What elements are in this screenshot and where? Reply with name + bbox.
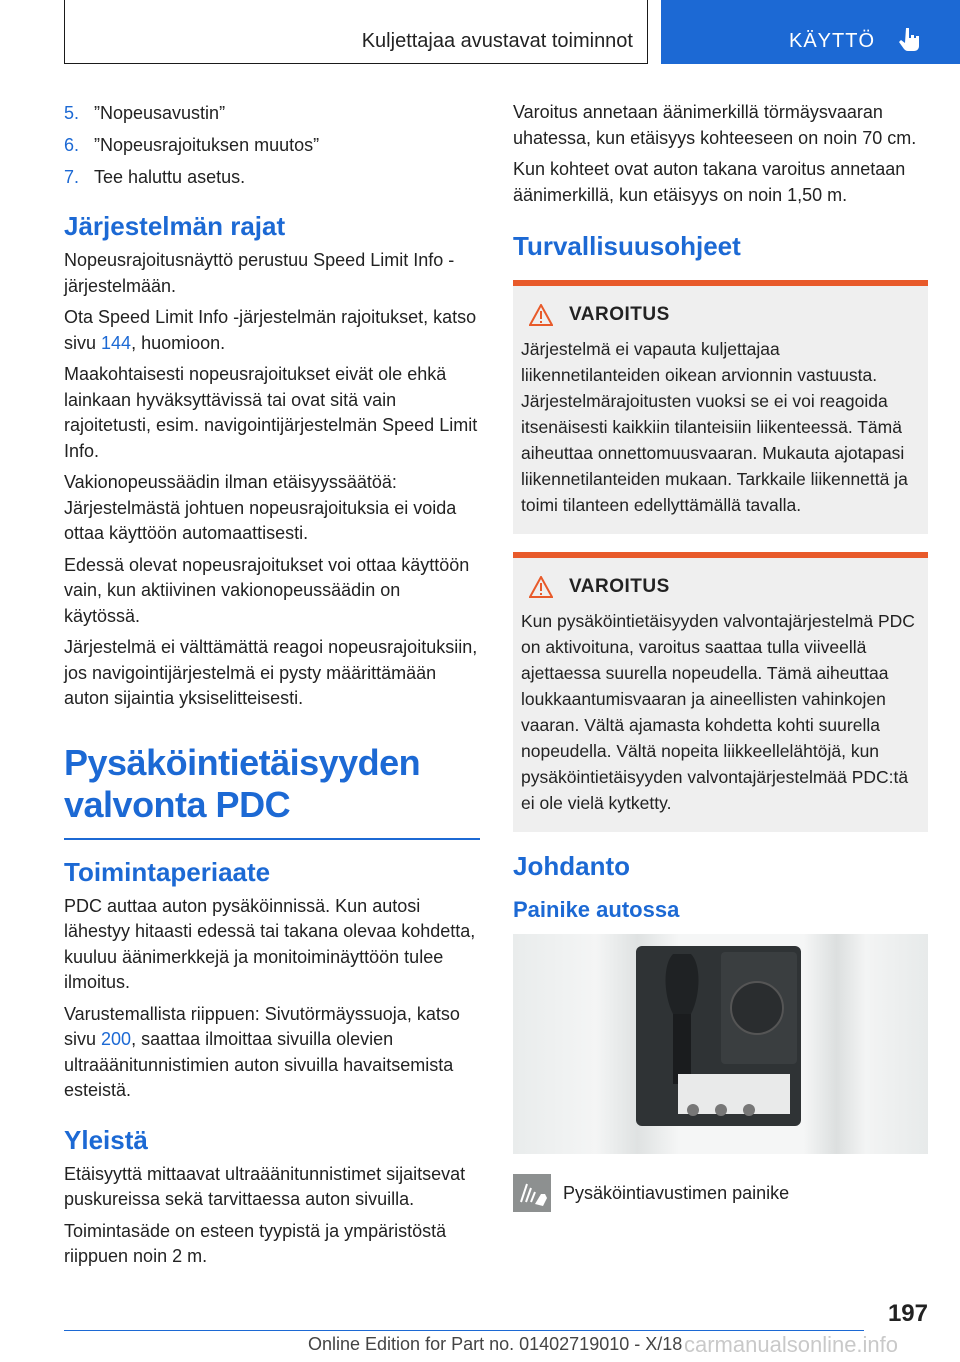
header-section-tab [661, 0, 960, 64]
general-heading: Yleistä [64, 1124, 148, 1155]
safety-heading: Turvallisuusohjeet [513, 231, 741, 261]
button-heading: Painike autossa [513, 897, 680, 922]
list-text: Tee haluttu asetus. [94, 167, 246, 187]
park-assist-icon [513, 1174, 551, 1212]
list-item [64, 164, 480, 190]
paragraph: Maakohtaisesti nopeusrajoitukset eivät ole ehkä lainkaan hyväksyttävissä tai ovat sitä vain rajoitetusti, esim. navigointijärjestelmän Speed Limit Info. [64, 364, 478, 461]
watermark: carmanualsonline.info [684, 1332, 899, 1357]
console-illustration [513, 934, 928, 1154]
pdc-heading: Pysäköintietäisyyden valvonta PDC [64, 741, 421, 825]
hand-pointer-icon [897, 26, 923, 52]
list-number: 5. [64, 103, 80, 123]
paragraph: Edessä olevat nopeusrajoitukset voi ottaa käyttöön vain, kun aktiivinen vakionopeussäädin on käytössä. [64, 554, 470, 626]
warning-title: VAROITUS [569, 304, 670, 325]
page-number: 197 [887, 1300, 928, 1327]
paragraph: Etäisyyttä mittaavat ultraäänitunnistimet sijaitsevat puskureissa sekä tarvittaessa auton sivuilla. [64, 1163, 466, 1209]
warning-triangle-icon [529, 576, 553, 598]
heading-rule [64, 838, 480, 840]
principle-heading: Toimintaperiaate [64, 856, 271, 887]
page-link-144[interactable]: 144 [101, 332, 132, 353]
paragraph: Varustemallista riippuen: Sivutörmäyssuoja, katso sivu 200, saattaa ilmoittaa sivuilla olevien ultraäänitunnistimien auton sivuilla havaitsemista esteistä. [64, 1003, 460, 1100]
warning-title: VAROITUS [569, 576, 670, 597]
right-column [513, 100, 928, 1212]
chapter-title: Kuljettajaa avustavat toiminnot [361, 30, 633, 52]
section-label: KÄYTTÖ [789, 30, 876, 52]
paragraph: Järjestelmä ei välttämättä reagoi nopeusrajoituksiin, jos navigointijärjestelmä ei pysty määrittämään auton sijaintia yksiselitteisesti. [64, 637, 478, 708]
list-item [64, 132, 480, 158]
footer-rule [64, 1330, 864, 1331]
warning-text: Kun pysäköintietäisyyden valvontajärjestelmä PDC on aktivoituna, varoitus saattaa tulla viiveellä ajettaessa suurella nopeudella. Tämä aiheuttaa loukkaantumisvaaran ja aineellisten vahinkojen vaaran. Vältä ajamasta kohdetta kohti suurella nopeudella. Vältä nopeita liikkeellelähtöjä, kun pysäköintietäisyyden valvontajärjestelmää PDC:tä ei ole vielä kytketty. [521, 611, 915, 813]
warning-text: Järjestelmä ei vapauta kuljettajaa liikennetilanteiden oikean arvionnin vastuusta. Järjestelmärajoitusten vuoksi se ei voi reagoida itsenäisesti kaikkiin tilanteisiin liikenteessä. Tämä aiheuttaa onnettomuusvaaran. Mukauta ajotapasi liikennetilanteiden mukaan. Tarkkaile liikennettä ja toimi tilanteen edellyttämällä tavalla. [521, 339, 908, 515]
paragraph: PDC auttaa auton pysäköinnissä. Kun autosi lähestyy hitaasti edessä tai takana olevaa kohdetta, kuuluu äänimerkkejä ja monitoiminäyttöön tulee ilmoitus. [64, 895, 476, 992]
paragraph: Kun kohteet ovat auton takana varoitus annetaan äänimerkillä, kun etäisyys on noin 1,50 m. [513, 159, 906, 205]
button-caption: Pysäköintiavustimen painike [563, 1182, 790, 1203]
header-chapter-box [64, 0, 648, 64]
paragraph: Toimintasäde on esteen tyypistä ja ympäristöstä riippuen noin 2 m. [64, 1220, 447, 1266]
button-caption-row [513, 1174, 928, 1212]
paragraph: Vakionopeussäädin ilman etäisyyssäätöä: Järjestelmästä johtuen nopeusrajoituksia ei voida ottaa käyttöön automaattisesti. [64, 472, 457, 543]
list-text: ”Nopeusrajoituksen muutos” [94, 135, 320, 155]
intro-heading: Johdanto [513, 851, 630, 881]
left-column [64, 100, 480, 1276]
list-text: ”Nopeusavustin” [94, 103, 226, 123]
paragraph: Ota Speed Limit Info -järjestelmän rajoitukset, katso sivu 144, huomioon. [64, 307, 477, 353]
warning-triangle-icon [529, 304, 553, 326]
list-number: 7. [64, 167, 80, 187]
list-item [64, 100, 480, 126]
list-number: 6. [64, 135, 80, 155]
paragraph: Varoitus annetaan äänimerkillä törmäysvaaran uhatessa, kun etäisyys kohteeseen on noin 70 cm. [513, 102, 917, 148]
warning-box [513, 552, 928, 832]
paragraph: Nopeusrajoitusnäyttö perustuu Speed Limit Info -järjestelmään. [64, 250, 455, 296]
center-console-photo [513, 934, 928, 1154]
warning-box [513, 280, 928, 534]
limits-heading: Järjestelmän rajat [64, 211, 286, 241]
edition-text: Online Edition for Part no. 01402719010 - X/18 [308, 1334, 683, 1354]
page-link-200[interactable]: 200 [101, 1029, 132, 1049]
